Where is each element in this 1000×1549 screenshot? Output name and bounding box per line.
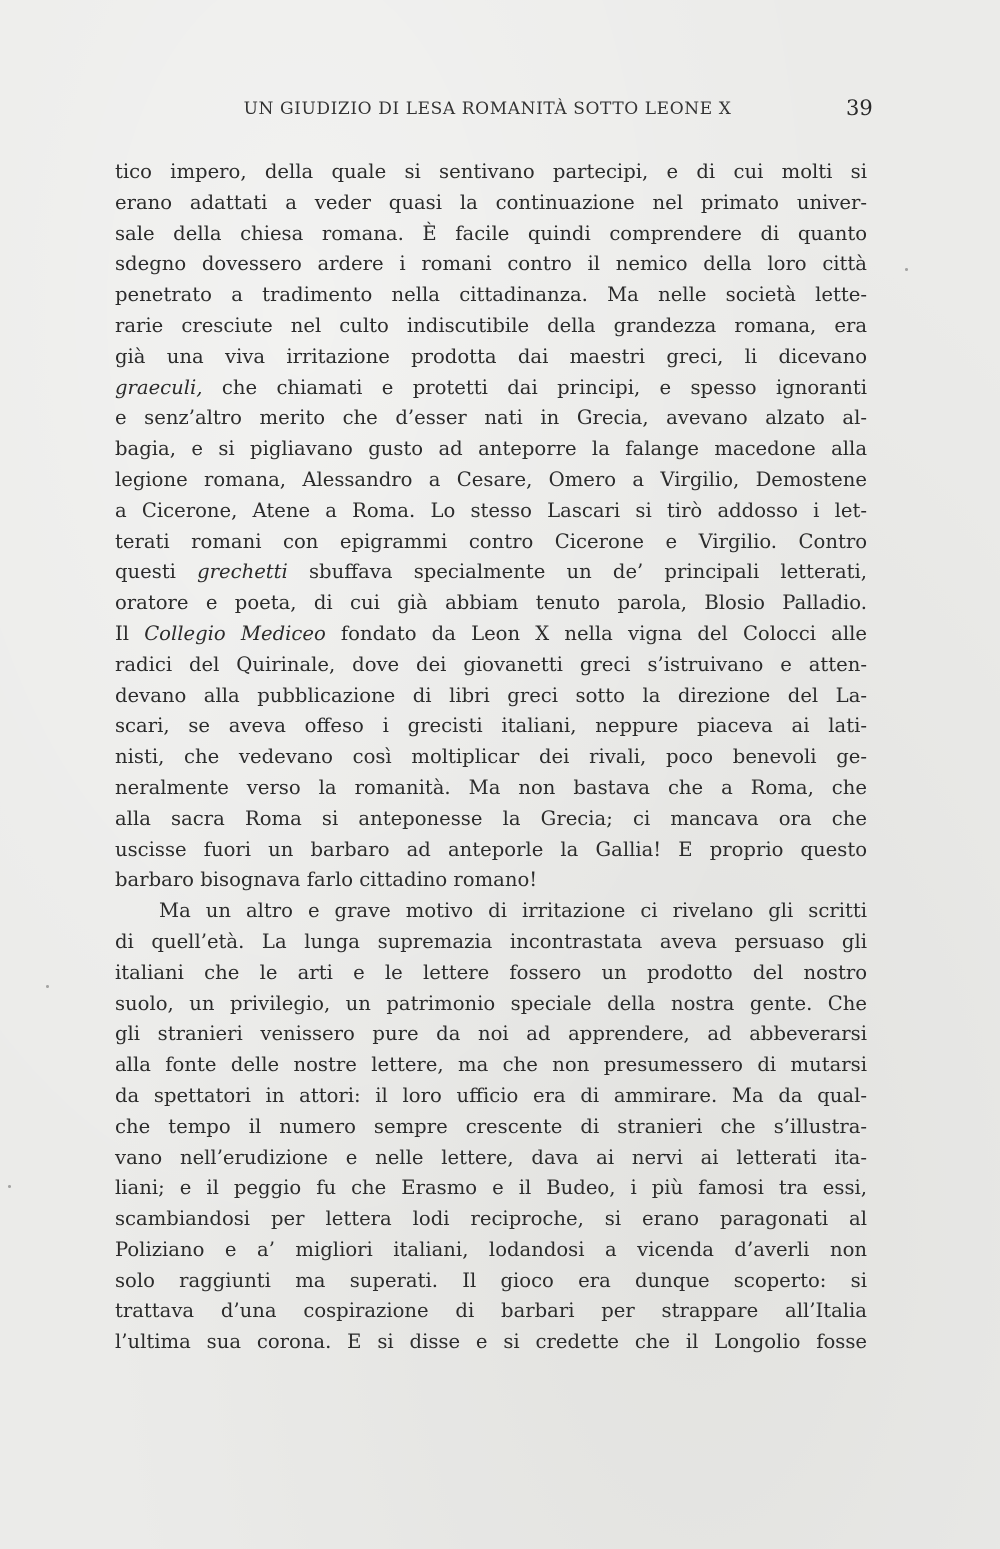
text-line: terati romani con epigrammi contro Cicerone e Virgilio. Contro [115, 529, 867, 553]
text-line: scambiandosi per lettera lodi reciproche, si erano paragonati al [115, 1207, 867, 1231]
text-line: che tempo il numero sempre crescente di stranieri che s’illustra- [115, 1114, 867, 1138]
italic-word: Collegio [144, 621, 226, 645]
text-line: radici del Quirinale, dove dei giovanetti greci s’istruivano e atten- [115, 652, 867, 676]
running-title: UN GIUDIZIO DI LESA ROMANITÀ SOTTO LEONE X [243, 99, 732, 119]
text-line: a Cicerone, Atene a Roma. Lo stesso Lascari si tirò addosso i let- [115, 498, 867, 522]
page-number: 39 [846, 96, 873, 120]
paper-speck [46, 985, 49, 988]
text-line: l’ultima sua corona. E si disse e si credette che il Longolio fosse [115, 1330, 867, 1354]
text-line: erano adattati a veder quasi la continuazione nel primato univer- [115, 190, 867, 214]
text-span: sbuffava specialmente un de’ principali letterati, [287, 560, 867, 584]
italic-word: grechetti [197, 560, 288, 584]
text-line: devano alla pubblicazione di libri greci sotto la direzione del La- [115, 683, 867, 707]
text-span: fondato da Leon X nella vigna del Colocci alle [325, 621, 867, 645]
paper-speck [8, 1185, 11, 1188]
text-line: uscisse fuori un barbaro ad anteporle la Gallia! E proprio questo [115, 837, 867, 861]
text-line: solo raggiunti ma superati. Il gioco era dunque scoperto: si [115, 1268, 867, 1292]
text-line: neralmente verso la romanità. Ma non bastava che a Roma, che [115, 775, 867, 799]
text-line: alla fonte delle nostre lettere, ma che non presumessero di mutarsi [115, 1053, 867, 1077]
text-line: alla sacra Roma si anteponesse la Grecia; ci mancava ora che [115, 806, 867, 830]
text-line-with-italic [115, 619, 867, 650]
text-line: vano nell’erudizione e nelle lettere, dava ai nervi ai letterati ita- [115, 1145, 867, 1169]
paragraph-end-line: barbaro bisognava farlo cittadino romano! [115, 868, 538, 892]
text-line: italiani che le arti e le lettere fossero un prodotto del nostro [115, 960, 867, 984]
text-line: sale della chiesa romana. È facile quindi comprendere di quanto [115, 221, 867, 245]
text-span: questi [115, 560, 198, 584]
text-line: liani; e il peggio fu che Erasmo e il Budeo, i più famosi tra essi, [115, 1176, 867, 1200]
text-line: tico impero, della quale si sentivano partecipi, e di cui molti si [115, 160, 867, 183]
text-line: rarie cresciute nel culto indiscutibile della grandezza romana, era [115, 313, 867, 337]
text-line: già una viva irritazione prodotta dai maestri greci, li dicevano [115, 344, 867, 368]
text-line: trattava d’una cospirazione di barbari per strappare all’Italia [115, 1299, 867, 1323]
text-line: legione romana, Alessandro a Cesare, Omero a Virgilio, Demostene [115, 467, 867, 491]
text-line-with-italic [115, 373, 867, 404]
text-span [226, 622, 241, 645]
text-line: gli stranieri venissero pure da noi ad apprendere, ad abbeverarsi [115, 1022, 867, 1046]
text-line: sdegno dovessero ardere i romani contro il nemico della loro città [115, 252, 867, 276]
italic-word: Mediceo [240, 621, 326, 645]
text-line: suolo, un privilegio, un patrimonio speciale della nostra gente. Che [115, 991, 867, 1015]
text-line: e senz’altro merito che d’esser nati in Grecia, avevano alzato al- [115, 406, 867, 430]
text-line: penetrato a tradimento nella cittadinanza. Ma nelle società lette- [115, 283, 867, 307]
body-text [115, 157, 867, 1358]
text-line-with-italic [115, 557, 867, 588]
text-span: Il [115, 621, 145, 645]
text-line: oratore e poeta, di cui già abbiam tenuto parola, Blosio Palladio. [115, 591, 867, 615]
italic-word: graeculi, [115, 375, 203, 399]
text-line: Poliziano e a’ migliori italiani, lodandosi a vicenda d’averli non [115, 1237, 867, 1261]
text-line: da spettatori in attori: il loro ufficio era di ammirare. Ma da qual- [115, 1083, 867, 1107]
paper-speck [905, 268, 908, 271]
text-line: bagia, e si pigliavano gusto ad anteporre la falange macedone alla [115, 437, 867, 461]
text-line: nisti, che vedevano così moltiplicar dei rivali, poco benevoli ge- [115, 745, 867, 769]
text-line: scari, se aveva offeso i grecisti italiani, neppure piaceva ai lati- [115, 714, 867, 738]
text-span: che chiamati e protetti dai principi, e spesso ignoranti [202, 375, 867, 399]
paragraph-first-line: Ma un altro e grave motivo di irritazione ci rivelano gli scritti [159, 899, 867, 923]
text-line: di quell’età. La lunga supremazia incontrastata aveva persuaso gli [115, 929, 867, 953]
